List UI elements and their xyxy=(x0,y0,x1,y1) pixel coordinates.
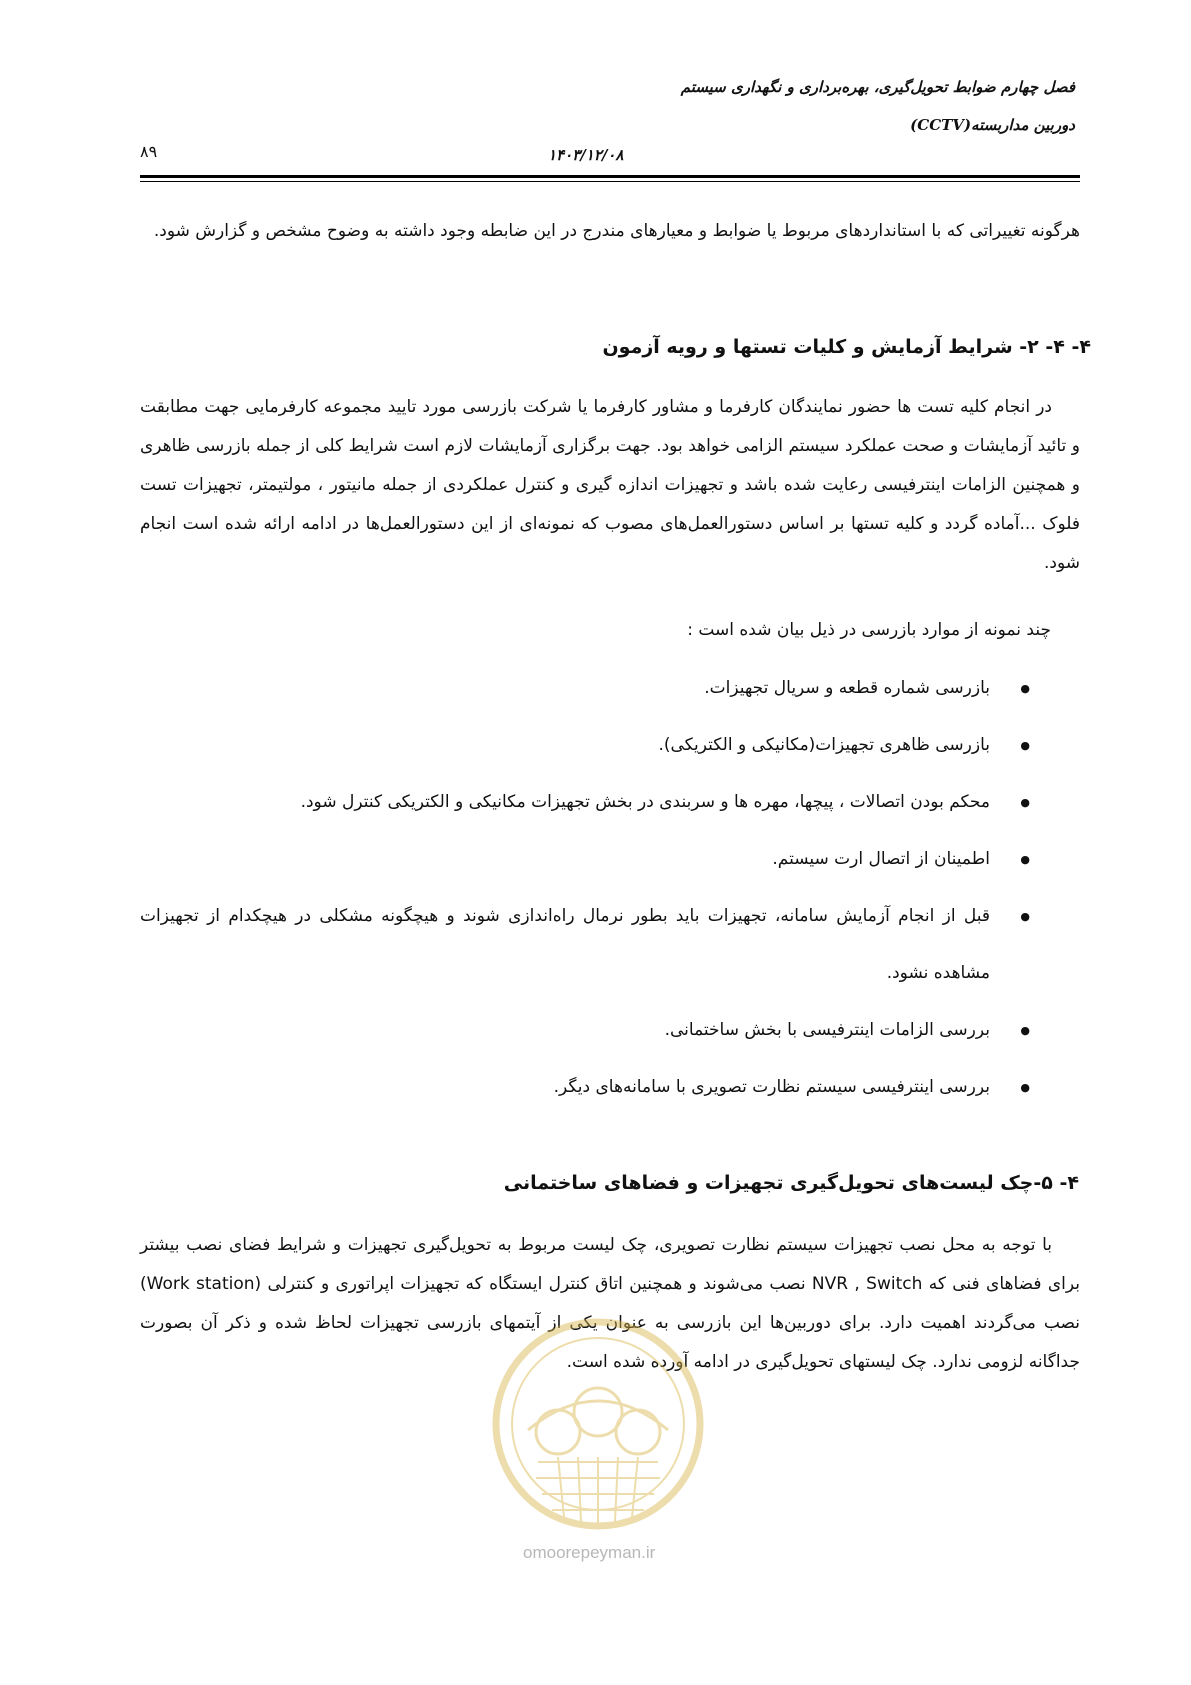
header-title-line1: فصل چهارم ضوابط تحویل‌گیری، بهره‌برداری و نگهداری سیستم xyxy=(680,78,1075,96)
watermark-seal-icon xyxy=(488,1312,708,1572)
header-title-line2: دوربین مداربسته(CCTV) xyxy=(910,116,1075,134)
list-item: ● بازرسی شماره قطعه و سریال تجهیزات. xyxy=(140,660,1030,717)
section-paragraph-4-5: با توجه به محل نصب تجهیزات سیستم نظارت تصویری، چک لیست مربوط به تحویل‌گیری تجهیزات و شرایط فضای نصب بیشتر برای فضاهای فنی که NVR , Switch نصب می‌شوند و همچنین اتاق کنترل ایستگاه که تجهیزات اپراتوری و کنترلی (Work station) نصب می‌گردند اهمیت دارد. برای دوربین‌ها این بازرسی به عنوان یکی از آیتمهای بازرسی تجهیزات لحاظ شده و ذکر آن بصورت جداگانه لزومی ندارد. چک لیستهای تحویل‌گیری در ادامه آورده شده است. xyxy=(140,1235,1080,1372)
section-heading-4-4-2: ۴- ۴- ۲- شرایط آزمایش و کلیات تستها و رویه آزمون xyxy=(602,336,1091,358)
section-paragraph-4-4-2: در انجام کلیه تست ها حضور نمایندگان کارفرما و مشاور کارفرما یا شرکت بازرسی مورد تایید مجموعه کارفرمایی جهت مطابقت و تائید آزمایشات و صحت عملکرد سیستم الزامی خواهد بود. جهت برگزاری آزمایشات لازم است شرایط کلی از جمله بازرسی ظاهری و همچنین الزامات اینترفیسی رعایت شده باشد و تجهیزات اندازه گیری و کنترل عملکردی از جمله مانیتور ، مولتیمتر، تجهیزات تست فلوک ...آماده گردد و کلیه تستها بر اساس دستورالعمل‌های مصوب که نمونه‌ای از این دستورالعمل‌ها در ادامه ارائه شده است انجام شود. xyxy=(140,397,1080,573)
list-item: ● بررسی اینترفیسی سیستم نظارت تصویری با سامانه‌های دیگر. xyxy=(140,1059,1030,1116)
page-number: ۸۹ xyxy=(140,142,158,161)
header-date: ۱۴۰۳/۱۲/۰۸ xyxy=(548,146,624,164)
list-item: ● قبل از انجام آزمایش سامانه، تجهیزات باید بطور نرمال راه‌اندازی شوند و هیچگونه مشکلی در هیچکدام از تجهیزات مشاهده نشود. xyxy=(140,888,1030,1002)
list-item: ● محکم بودن اتصالات ، پیچها، مهره ها و سربندی در بخش تجهیزات مکانیکی و الکتریکی کنترل شود. xyxy=(140,774,1030,831)
section-heading-4-5: ۴- ۵-چک لیست‌های تحویل‌گیری تجهیزات و فضاهای ساختمانی xyxy=(503,1172,1079,1194)
list-item: ● اطمینان از اتصال ارت سیستم. xyxy=(140,831,1030,888)
list-item: ● بازرسی ظاهری تجهیزات(مکانیکی و الکتریکی). xyxy=(140,717,1030,774)
header-rule-thin xyxy=(140,181,1080,182)
watermark-site: omoorepeyman.ir xyxy=(523,1543,656,1562)
list-item: ● بررسی الزامات اینترفیسی با بخش ساختمانی. xyxy=(140,1002,1030,1059)
intro-paragraph: هرگونه تغییراتی که با استانداردهای مربوط یا ضوابط و معیارهای مندرج در این ضابطه وجود داشته به وضوح مشخص و گزارش شود. xyxy=(153,221,1080,241)
inspection-bullet-list xyxy=(140,660,1030,1116)
header-rule-thick xyxy=(140,175,1080,178)
list-intro: چند نمونه از موارد بازرسی در ذیل بیان شده است : xyxy=(687,620,1051,640)
